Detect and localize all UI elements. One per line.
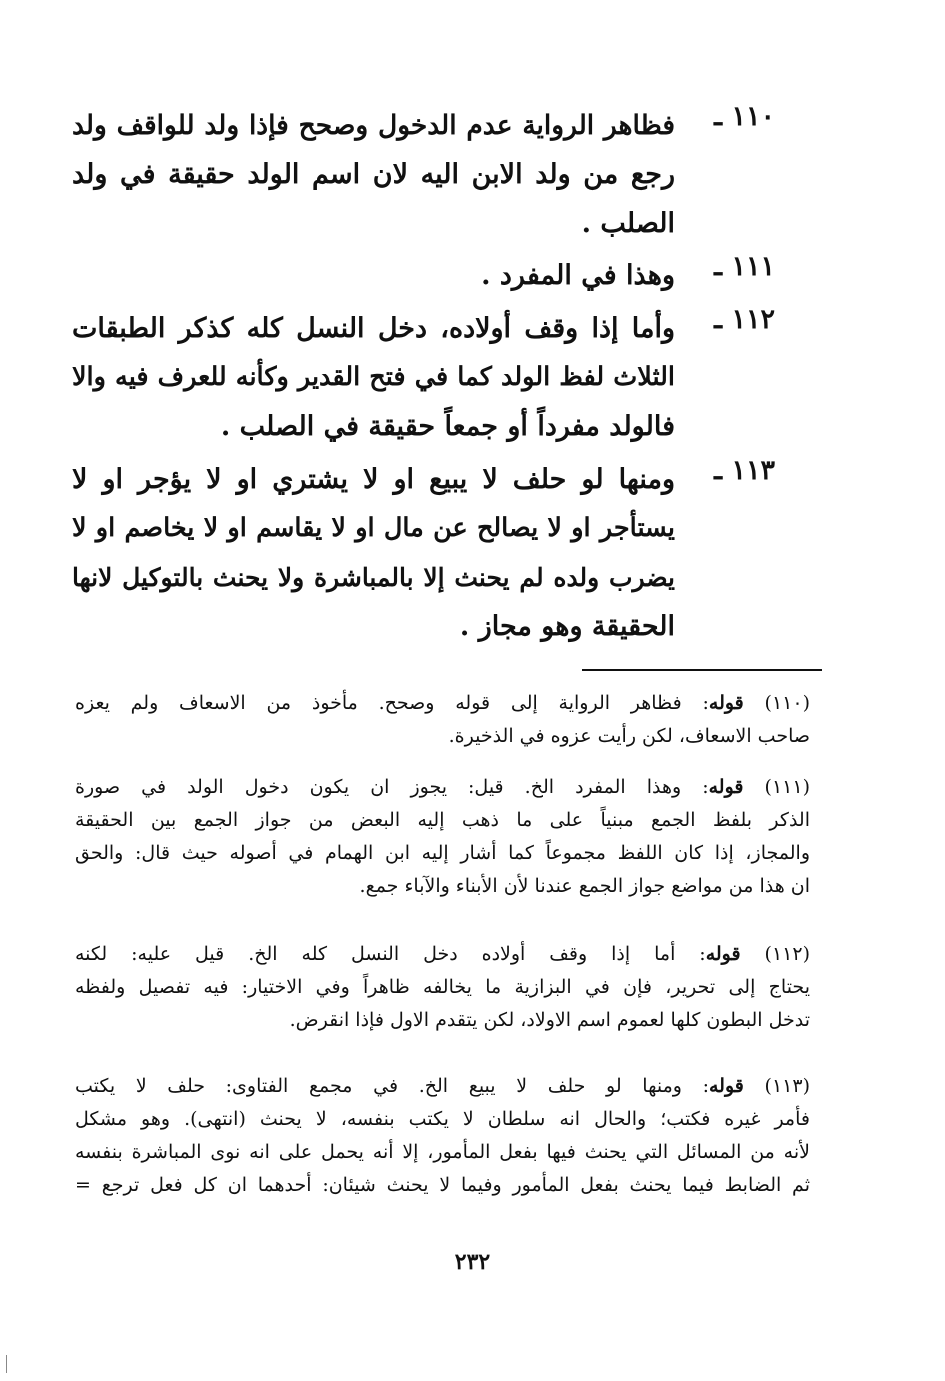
footnote-keyword: قوله <box>705 943 741 965</box>
entry-number: ١١٠ ـ <box>714 101 775 132</box>
entry-number: ١١٣ ـ <box>714 455 775 486</box>
entry-line: الثلاث لفظ الولد كما في فتح القدير وكأنه للعرف فيه والا <box>72 362 675 392</box>
footnote-line: الذكر بلفظ الجمع مبنياً على ما ذهب إليه البعض من جواز الجمع بين الحقيقة <box>75 809 810 831</box>
entry-body <box>72 101 675 248</box>
footnote-line <box>75 771 810 804</box>
entry-line: فالولد مفرداً أو جمعاً حقيقة في الصلب . <box>220 411 675 442</box>
footnote-text: : وهذا المفرد الخ. قيل: يجوز ان يكون دخول الولد في صورة <box>75 776 709 798</box>
entry-line: رجع من ولد الابن اليه لان اسم الولد حقيقة في ولد <box>72 159 675 190</box>
footnote-keyword: قوله <box>708 776 744 798</box>
footnote-text: : ومنها لو حلف لا يبيع الخ. في مجمع الفتاوى: حلف لا يكتب <box>75 1075 709 1097</box>
footnote-line <box>75 938 810 971</box>
entry-line: وهذا في المفرد . <box>481 260 675 291</box>
entry-line: الصلب . <box>581 208 675 239</box>
entry-line: ومنها لو حلف لا يبيع او لا يشتري او لا يؤجر او لا <box>72 464 675 495</box>
entry-number: ١١١ ـ <box>714 251 775 282</box>
footnote-line: ان هذا من مواضع جواز الجمع عندنا لأن الأبناء والآباء جمع. <box>359 875 810 897</box>
footnote-keyword: قوله <box>708 692 744 714</box>
footnote-line: لأنه من المسائل التي يحنث فيها بفعل المأمور، إلا أنه يحمل على انه نوى المباشرة بنفسه <box>75 1141 810 1163</box>
footnote-keyword: قوله <box>709 1075 744 1097</box>
footnote-text: : فظاهر الرواية إلى قوله وصحح. مأخوذ من الاسعاف ولم يعزه <box>75 692 709 714</box>
footnote-112 <box>75 938 810 1037</box>
footnote-113 <box>75 1070 810 1202</box>
entry-line: يضرب ولده لم يحنث إلا بالمباشرة ولا يحنث بالتوكيل لانها <box>72 563 675 592</box>
footnote-number: (١١٢) <box>764 943 810 965</box>
footnote-111 <box>75 771 810 903</box>
footnote-line <box>75 1070 810 1103</box>
footnote-line: تدخل البطون كلها لعموم اسم الاولاد، لكن يتقدم الاول فإذا انقرض. <box>289 1009 810 1031</box>
entry-body <box>72 304 675 451</box>
entry-body <box>72 251 675 300</box>
footnote-line <box>75 687 810 720</box>
footnote-divider <box>582 669 822 671</box>
entry-line: وأما إذا وقف أولاده، دخل النسل كله كذكر الطبقات <box>72 313 675 344</box>
footnote-line: صاحب الاسعاف، لكن رأيت عزوه في الذخيرة. <box>448 725 810 747</box>
entry-line: الحقيقة وهو مجاز . <box>459 611 675 642</box>
footnote-number: (١١٣) <box>764 1075 810 1097</box>
footnote-110 <box>75 687 810 753</box>
footnote-number: (١١١) <box>764 776 810 798</box>
entry-line: فظاهر الرواية عدم الدخول وصحح فإذا ولد للواقف ولد <box>72 110 675 141</box>
footnote-number: (١١٠) <box>764 692 810 714</box>
entry-line: يستأجر او لا يصالح عن مال او لا يقاسم او لا يخاصم او لا <box>72 513 675 543</box>
footnote-line: يحتاج إلى تحرير، فإن في البزازية ما يخالفه ظاهراً وفي الاختيار: فيه تفصيل ولفظه <box>75 976 810 998</box>
footnote-line: فأمر غيره فكتب؛ والحال انه سلطان لا يكتب بنفسه، لا يحنث (انتهى). وهو مشكل <box>75 1108 810 1130</box>
footnote-line: ثم الضابط فيما يحنث بفعل المأمور وفيما لا يحنث شيئان: أحدهما ان كل فعل ترجع = <box>75 1174 810 1196</box>
footnote-line: والمجاز، إذا كان اللفظ مجموعاً كما أشار إليه ابن الهمام في أصوله حيث قال: والحق <box>75 842 810 864</box>
entry-number: ١١٢ ـ <box>714 304 775 335</box>
footnote-text: : أما إذا وقف أولاده دخل النسل كله الخ. قيل عليه: لكنه <box>75 943 706 965</box>
entry-body <box>72 455 675 651</box>
page-number: ٢٣٢ <box>454 1249 491 1275</box>
scan-edge-mark <box>6 1355 7 1373</box>
